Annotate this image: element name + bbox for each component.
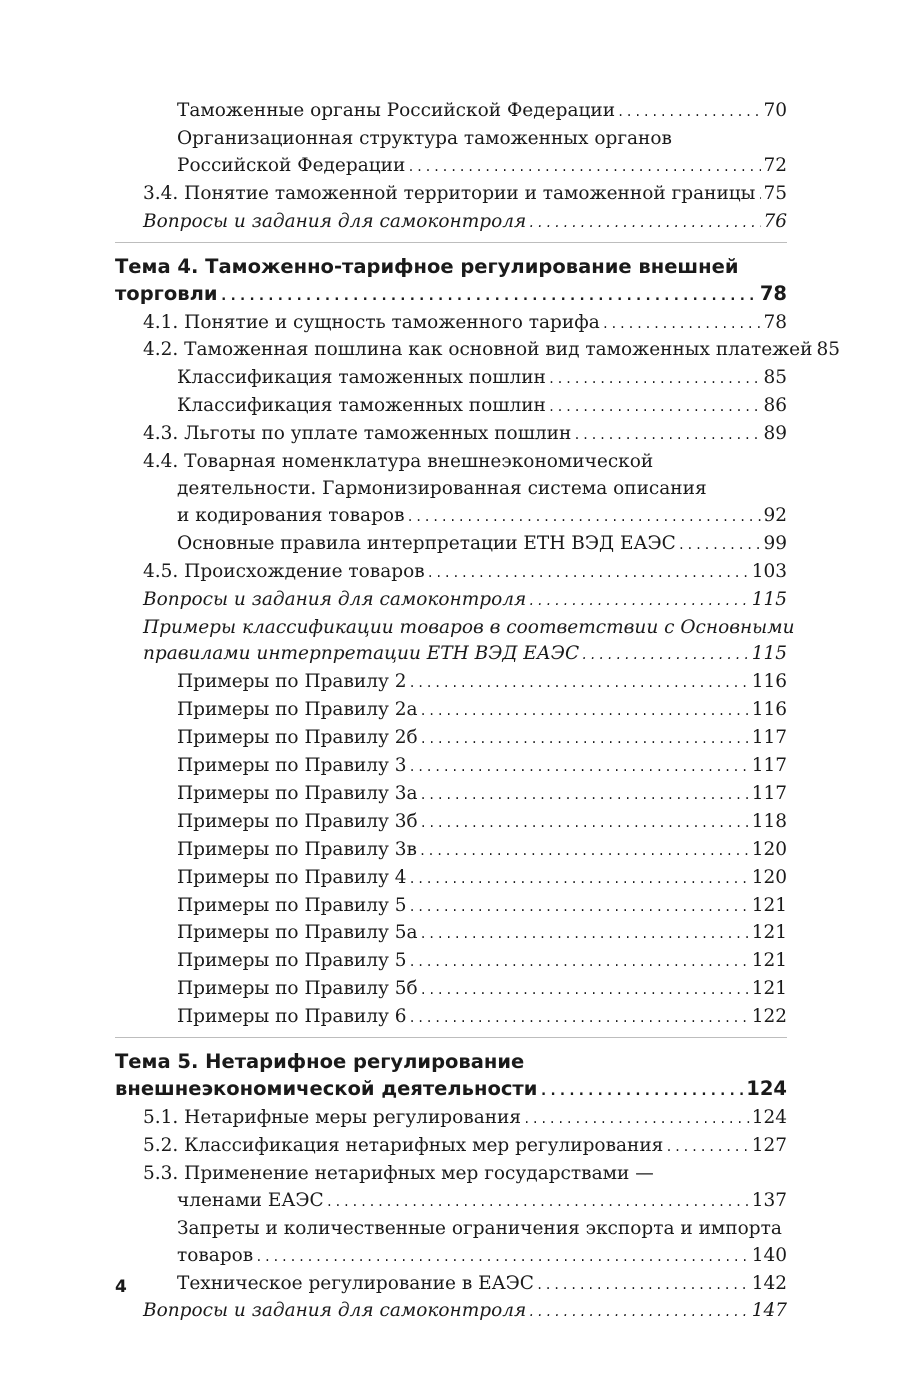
toc-entry[interactable] [115,1105,787,1133]
toc-entry-title: Примеры по Правилу 3в [177,838,417,860]
toc-entry-title: Примеры по Правилу 4 [177,866,407,888]
toc-entry-page: 76 [763,210,787,232]
toc-entry [115,1075,787,1105]
leader-dots [678,532,762,559]
leader-dots [408,894,749,921]
toc-entry-title: Вопросы и задания для самоконтроля [143,210,527,232]
toc-entry[interactable] [115,181,787,209]
toc-entry-title: Вопросы и задания для самоконтроля [143,1300,527,1322]
leader-dots [528,210,761,237]
leader-dots [408,1005,749,1032]
toc-entry-title: деятельности. Гармонизированная система описания [177,477,707,499]
toc-entry-title: Примеры по Правилу 2б [177,727,418,749]
toc-entry-title: 5.2. Классификация нетарифных мер регулирования [143,1135,664,1156]
leader-dots [407,154,761,181]
toc-entry-page: 117 [751,755,787,777]
leader-dots [220,283,758,310]
leader-dots [420,810,750,837]
toc-entry[interactable] [115,393,787,421]
toc-entry[interactable] [115,209,787,237]
leader-dots [255,1244,749,1271]
toc-entry[interactable] [115,1188,787,1216]
topic-title: торговли [115,281,218,305]
leader-dots [406,504,761,531]
toc-entry-page: 121 [751,950,787,972]
leader-dots [420,782,750,809]
topic-heading[interactable] [115,1048,787,1105]
leader-dots [665,1134,749,1161]
toc-entry-page: 72 [763,154,787,176]
toc-entry-title: Основные правила интерпретации ЕТН ВЭД ЕАЭС [177,532,676,554]
leader-dots [523,1106,750,1133]
toc-entry-title: Примеры по Правилу 3 [177,755,407,777]
toc-entry-title: Примеры по Правилу 5а [177,922,418,944]
toc-entry-title: 5.3. Применение нетарифных мер государствами — [143,1162,654,1184]
toc-entry-page: 124 [751,1107,787,1129]
toc-entry[interactable] [115,559,787,587]
topic-page: 124 [746,1077,787,1101]
toc-entry-page: 75 [763,182,787,204]
toc-entry-page: 85 [763,367,787,389]
toc-entry-page: 85 [816,339,840,361]
topic-title: Тема 4. Таможенно-тарифное регулирование внешней [115,254,739,278]
toc-entry[interactable] [115,697,787,725]
toc-entry [115,280,787,310]
toc-entry-page: 147 [751,1300,787,1322]
section-divider [115,1037,787,1038]
toc-entry-title: Вопросы и задания для самоконтроля [143,588,527,610]
toc-entry-page: 115 [751,643,787,665]
toc-entry-page: 121 [751,922,787,944]
toc-entry[interactable] [115,310,787,338]
toc-entry-title: правилами интерпретации ЕТН ВЭД ЕАЭС [143,643,580,665]
toc-entry[interactable] [115,865,787,893]
leader-dots [539,1078,744,1105]
leader-dots [420,921,750,948]
toc-entry[interactable] [115,893,787,921]
toc-entry-page: 121 [751,978,787,1000]
toc-entry-page: 118 [751,810,787,832]
toc-entry-title: 3.4. Понятие таможенной территории и таможенной границы [143,182,756,204]
toc-entry[interactable] [115,669,787,697]
leader-dots [581,642,750,669]
toc-entry-title: и кодирования товаров [177,504,405,526]
leader-dots [548,366,762,393]
toc-entry-title: Примеры по Правилу 3а [177,782,418,804]
toc-entry[interactable] [115,337,840,365]
leader-dots [602,311,762,338]
topic-heading[interactable] [115,253,787,310]
leader-dots [420,726,750,753]
toc-entry-title: Запреты и количественные ограничения экспорта и импорта [177,1217,782,1239]
toc-entry-page: 116 [751,699,787,721]
toc-entry[interactable] [115,421,787,449]
toc-entry-page: 89 [763,423,787,445]
toc-entry[interactable] [115,98,787,126]
leader-dots [419,838,750,865]
leader-dots [548,394,762,421]
toc-entry[interactable] [115,809,787,837]
leader-dots [427,560,750,587]
toc-entry-title: 4.3. Льготы по уплате таможенных пошлин [143,423,572,445]
toc-entry-page: 120 [751,838,787,860]
toc-entry-page: 117 [751,727,787,749]
toc-entry[interactable] [115,503,787,531]
toc-entry-page: 142 [751,1272,787,1294]
toc-entry[interactable] [115,531,787,559]
leader-dots [408,949,749,976]
toc-entry-title: Примеры по Правилу 3б [177,810,418,832]
toc-entry-page: 127 [751,1135,787,1156]
toc-entry[interactable] [115,1133,787,1161]
leader-dots [536,1272,750,1299]
leader-dots [408,866,749,893]
toc-entry[interactable] [115,948,787,976]
leader-dots [408,754,749,781]
toc-entry-title: 4.5. Происхождение товаров [143,560,425,582]
toc-entry[interactable] [115,641,787,669]
toc-entry-title: Организационная структура таможенных органов [177,127,672,149]
toc-entry-title: 4.2. Таможенная пошлина как основной вид таможенных платежей [143,339,813,361]
toc-entry[interactable] [115,1298,787,1326]
toc-entry-page: 122 [751,1006,787,1028]
toc-entry-page: 120 [751,866,787,888]
toc-entry-page: 140 [751,1244,787,1266]
toc-entry[interactable] [115,587,787,615]
toc-entry[interactable] [115,153,787,181]
toc-entry-title: Техническое регулирование в ЕАЭС [177,1272,534,1294]
toc-entry-title: Примеры классификации товаров в соответствии с Основными [143,616,795,638]
toc-entry-title: товаров [177,1244,254,1266]
leader-dots [528,1299,749,1326]
toc-entry-page: 70 [763,100,787,121]
toc-entry-title: Примеры по Правилу 5 [177,950,407,972]
leader-dots [420,698,750,725]
toc-entry[interactable] [115,781,787,809]
toc-entry-page: 117 [751,782,787,804]
toc-entry[interactable] [115,976,787,1004]
toc-entry-title: Классификация таможенных пошлин [177,367,546,389]
toc-entry-page: 92 [763,504,787,526]
toc-entry[interactable] [115,753,787,781]
topic-title: Тема 5. Нетарифное регулирование [115,1050,525,1074]
toc-entry-title: Примеры по Правилу 2а [177,699,418,721]
page-number: 4 [115,1277,127,1297]
leader-dots [326,1189,750,1216]
leader-dots [408,670,749,697]
toc-entry-title: Примеры по Правилу 6 [177,1006,407,1028]
toc-entry-page: 78 [763,311,787,333]
toc-entry-title: Примеры по Правилу 5 [177,894,407,916]
toc-entry[interactable] [115,1271,787,1299]
toc-entry-title: членами ЕАЭС [177,1189,324,1211]
toc-entry-title: Классификация таможенных пошлин [177,395,546,417]
toc-entry[interactable] [115,837,787,865]
toc-entry-title: 5.1. Нетарифные меры регулирования [143,1107,522,1129]
toc-entry-title: Российской Федерации [177,154,406,176]
topic-page: 78 [759,281,787,305]
leader-dots [757,182,761,209]
toc-entry[interactable] [115,725,787,753]
toc-entry-page: 86 [763,395,787,417]
toc-entry-page: 103 [751,560,787,582]
toc-entry-page: 121 [751,894,787,916]
leader-dots [420,977,750,1004]
leader-dots [617,99,761,126]
topic-title: внешнеэкономической деятельности [115,1077,538,1101]
toc-entry-title: Примеры по Правилу 2 [177,671,407,693]
toc-entry-page: 115 [751,588,787,610]
leader-dots [573,422,761,449]
toc-entry[interactable] [115,1004,787,1032]
toc-entry-title: 4.1. Понятие и сущность таможенного тарифа [143,311,600,333]
toc-entry-title: 4.4. Товарная номенклатура внешнеэкономической [143,451,654,473]
toc-entry[interactable] [115,1243,787,1271]
toc-entry-title: Примеры по Правилу 5б [177,978,418,1000]
toc-entry-page: 137 [751,1189,787,1211]
section-divider [115,242,787,243]
table-of-contents [115,98,840,1326]
toc-entry-title: Таможенные органы Российской Федерации [177,100,616,121]
toc-entry[interactable] [115,365,787,393]
leader-dots [528,588,749,615]
toc-entry[interactable] [115,920,787,948]
toc-entry-page: 99 [763,532,787,554]
toc-entry-page: 116 [751,671,787,693]
